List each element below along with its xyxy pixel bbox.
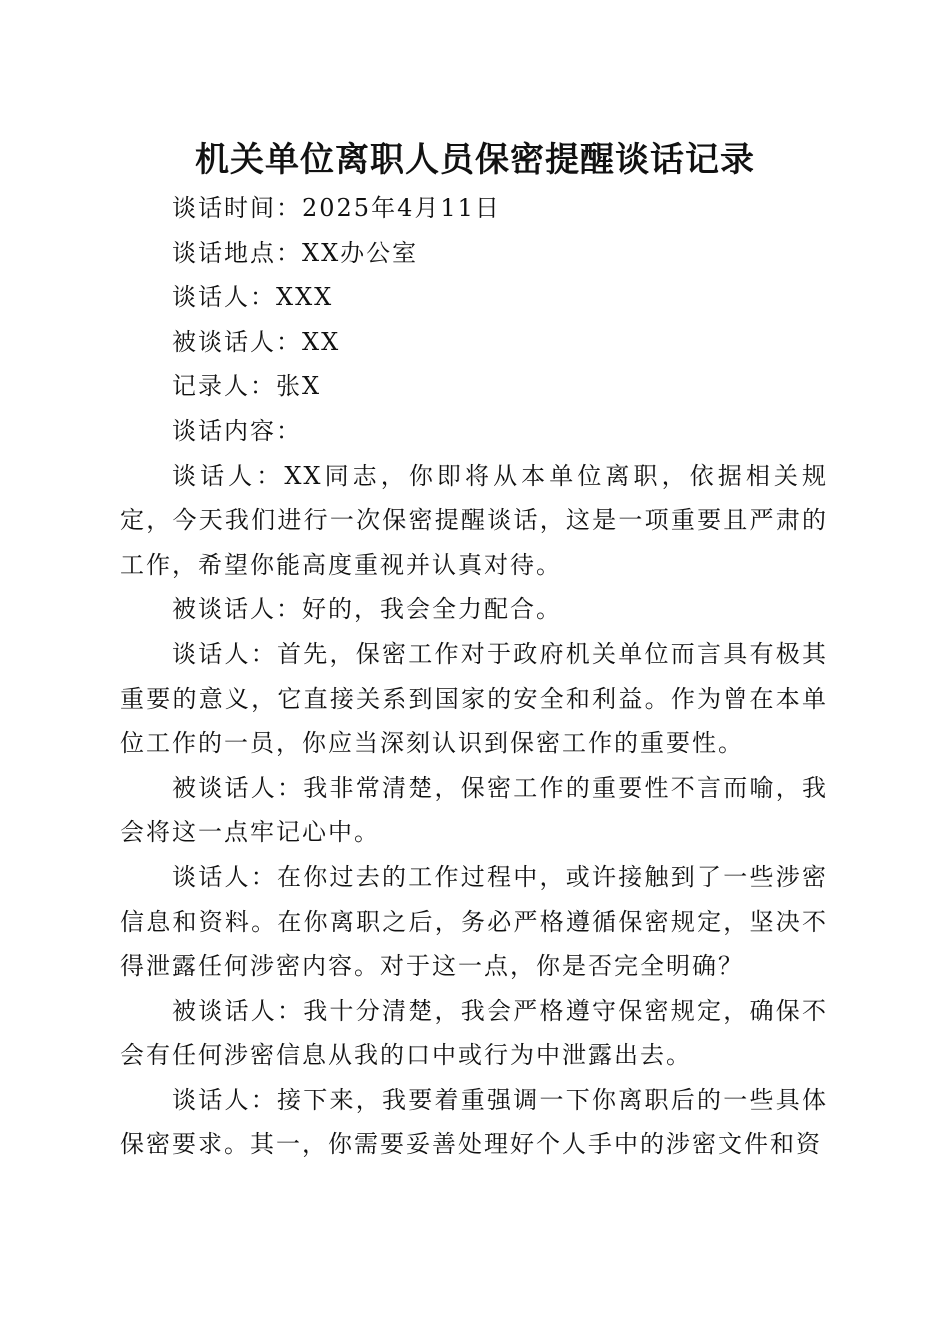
paragraph: 谈话人：首先，保密工作对于政府机关单位而言具有极其重要的意义，它直接关系到国家的安全和利益。作为曾在本单位工作的一员，你应当深刻认识到保密工作的重要性。 bbox=[120, 639, 828, 758]
meta-recorder: 记录人：张X bbox=[172, 372, 322, 401]
meta-speaker: 谈话人：XXX bbox=[172, 283, 334, 312]
document-body bbox=[120, 186, 828, 1167]
paragraph: 谈话人：XX同志，你即将从本单位离职，依据相关规定，今天我们进行一次保密提醒谈话，这是一项重要且严肃的工作，希望你能高度重视并认真对待。 bbox=[120, 461, 828, 579]
meta-place: 谈话地点：XX办公室 bbox=[172, 238, 419, 267]
paragraph: 被谈话人：好的，我会全力配合。 bbox=[172, 595, 562, 624]
document-title: 机关单位离职人员保密提醒谈话记录 bbox=[195, 140, 755, 180]
meta-time: 谈话时间：2025年4月11日 bbox=[172, 194, 501, 222]
paragraph: 被谈话人：我非常清楚，保密工作的重要性不言而喻，我会将这一点牢记心中。 bbox=[120, 773, 828, 847]
paragraph: 谈话人：在你过去的工作过程中，或许接触到了一些涉密信息和资料。在你离职之后，务必严格遵循保密规定，坚决不得泄露任何涉密内容。对于这一点，你是否完全明确？ bbox=[120, 862, 828, 981]
paragraph: 被谈话人：我十分清楚，我会严格遵守保密规定，确保不会有任何涉密信息从我的口中或行为中泄露出去。 bbox=[120, 996, 828, 1070]
meta-content-label: 谈话内容： bbox=[172, 416, 302, 445]
meta-interviewee: 被谈话人：XX bbox=[172, 327, 341, 356]
paragraph: 谈话人：接下来，我要着重强调一下你离职后的一些具体保密要求。其一，你需要妥善处理好个人手中的涉密文件和资 bbox=[120, 1085, 828, 1159]
